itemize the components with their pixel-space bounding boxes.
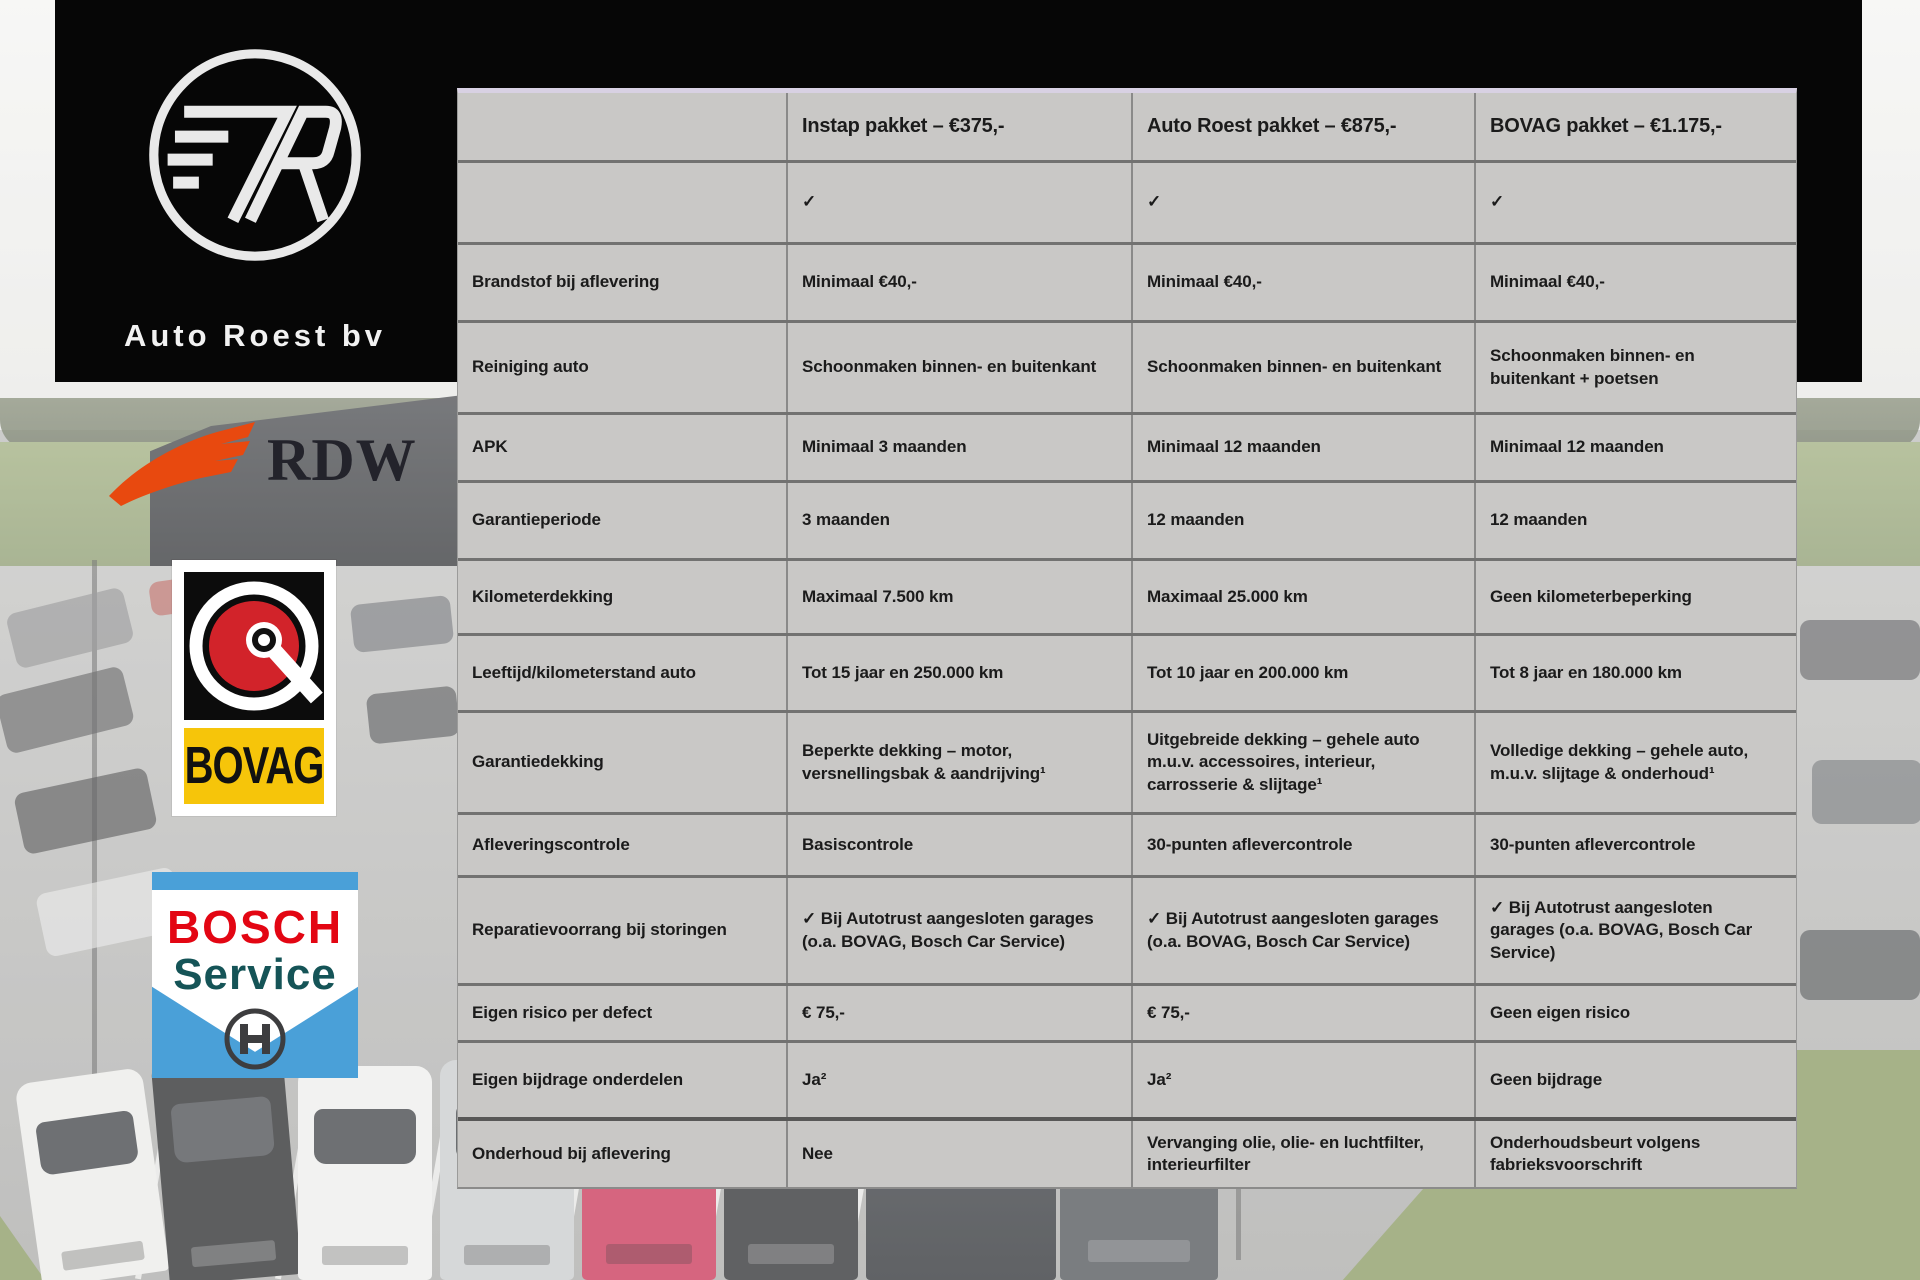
header-cell-blank <box>458 93 786 160</box>
table-row-eigen-bijdrage <box>458 1040 1796 1117</box>
value-cell: Uitgebreide dekking – gehele auto m.u.v. accessoires, interieur, carrosserie & slijtage¹ <box>1131 713 1474 812</box>
bovag-wordmark-band <box>184 728 324 804</box>
check-cell: ✓ <box>786 163 1131 242</box>
value-cell: Schoonmaken binnen- en buitenkant <box>786 323 1131 412</box>
value-cell: € 75,- <box>786 986 1131 1040</box>
header-cell-bovag: BOVAG pakket – €1.175,- <box>1474 93 1796 160</box>
value-cell: 30-punten aflevercontrole <box>1474 815 1796 875</box>
rdw-logo <box>95 408 415 518</box>
table-row-garantiedekking <box>458 710 1796 812</box>
car-grille <box>606 1244 692 1264</box>
parked-car <box>1800 620 1920 680</box>
row-label: Reparatievoorrang bij storingen <box>472 920 727 940</box>
dealer-name: Auto Roest bv <box>123 318 387 353</box>
bosch-service-wordmark: Service <box>173 950 337 999</box>
header-cell-auto-roest: Auto Roest pakket – €875,- <box>1131 93 1474 160</box>
value-cell: Minimaal €40,- <box>1474 245 1796 320</box>
row-label: Leeftijd/kilometerstand auto <box>472 662 696 682</box>
car-grille <box>464 1245 550 1265</box>
row-label: Reiniging auto <box>472 357 589 377</box>
value-cell: Minimaal €40,- <box>1131 245 1474 320</box>
bovag-emblem-icon <box>184 572 324 720</box>
value-cell: Nee <box>786 1121 1131 1187</box>
value-cell: Volledige dekking – gehele auto, m.u.v. slijtage & onderhoud¹ <box>1474 713 1796 812</box>
parked-car <box>1800 930 1920 1000</box>
value-cell: Maximaal 7.500 km <box>786 561 1131 633</box>
bovag-wordmark: BOVAG <box>184 736 324 794</box>
value-cell: Geen eigen risico <box>1474 986 1796 1040</box>
row-label: Kilometerdekking <box>472 586 614 606</box>
value-cell: Minimaal 3 maanden <box>786 415 1131 480</box>
car-grille <box>322 1246 408 1265</box>
parked-car-white <box>298 1066 432 1280</box>
value-cell: 3 maanden <box>786 483 1131 558</box>
table-row-eigen-risico <box>458 983 1796 1040</box>
value-cell: Minimaal €40,- <box>786 245 1131 320</box>
row-label: Brandstof bij aflevering <box>472 272 660 292</box>
header-cell-instap: Instap pakket – €375,- <box>786 93 1131 160</box>
table-row-leeftijd <box>458 633 1796 710</box>
value-cell: Maximaal 25.000 km <box>1131 561 1474 633</box>
value-cell: 12 maanden <box>1131 483 1474 558</box>
car-grille <box>61 1241 145 1271</box>
row-label: Onderhoud bij aflevering <box>472 1143 671 1163</box>
value-cell: ✓ Bij Autotrust aangesloten garages (o.a. BOVAG, Bosch Car Service) <box>1474 878 1796 983</box>
table-row-brandstof <box>458 242 1796 320</box>
value-cell: Tot 8 jaar en 180.000 km <box>1474 636 1796 710</box>
row-label: Afleveringscontrole <box>472 834 630 854</box>
car-grille <box>748 1244 834 1264</box>
value-cell: 12 maanden <box>1474 483 1796 558</box>
value-cell: ✓ Bij Autotrust aangesloten garages (o.a. BOVAG, Bosch Car Service) <box>1131 878 1474 983</box>
car-windshield <box>35 1110 139 1176</box>
table-row-included <box>458 160 1796 242</box>
table-header-row <box>458 93 1796 160</box>
table-row-onderhoud <box>458 1117 1796 1187</box>
value-cell: € 75,- <box>1131 986 1474 1040</box>
car-grille <box>191 1240 277 1268</box>
table-row-kilometerdekking <box>458 558 1796 633</box>
bosch-service-logo <box>152 872 358 1078</box>
table-row-reparatievoorrang <box>458 875 1796 983</box>
table-row-reiniging <box>458 320 1796 412</box>
value-cell: Schoonmaken binnen- en buitenkant <box>1131 323 1474 412</box>
row-label: Eigen risico per defect <box>472 1002 653 1022</box>
row-label: Eigen bijdrage onderdelen <box>472 1069 683 1089</box>
row-label <box>458 163 786 242</box>
van-grille <box>1088 1240 1189 1263</box>
row-label: APK <box>472 437 508 457</box>
value-cell: Beperkte dekking – motor, versnellingsbak & aandrijving¹ <box>786 713 1131 812</box>
value-cell: Onderhoudsbeurt volgens fabrieksvoorschrift <box>1474 1121 1796 1187</box>
parked-car <box>366 685 461 744</box>
value-cell: Basiscontrole <box>786 815 1131 875</box>
auto-roest-logo <box>55 0 455 382</box>
value-cell: ✓ Bij Autotrust aangesloten garages (o.a. BOVAG, Bosch Car Service) <box>786 878 1131 983</box>
car-windshield <box>170 1096 275 1163</box>
parked-car <box>1812 760 1920 824</box>
value-cell: Minimaal 12 maanden <box>1474 415 1796 480</box>
value-cell: Ja² <box>786 1043 1131 1117</box>
table-row-afleveringscontrole <box>458 812 1796 875</box>
row-label: Garantieperiode <box>472 510 601 530</box>
value-cell: Tot 15 jaar en 250.000 km <box>786 636 1131 710</box>
auto-roest-monogram-icon <box>140 30 370 280</box>
rdw-wordmark: RDW <box>267 427 417 493</box>
value-cell: Minimaal 12 maanden <box>1131 415 1474 480</box>
table-row-garantieperiode <box>458 480 1796 558</box>
check-cell: ✓ <box>1474 163 1796 242</box>
check-cell: ✓ <box>1131 163 1474 242</box>
value-cell: Vervanging olie, olie- en luchtfilter, interieurfilter <box>1131 1121 1474 1187</box>
value-cell: Geen bijdrage <box>1474 1043 1796 1117</box>
value-cell: Ja² <box>1131 1043 1474 1117</box>
value-cell: 30-punten aflevercontrole <box>1131 815 1474 875</box>
bovag-logo <box>172 560 336 816</box>
table-row-apk <box>458 412 1796 480</box>
bosch-wordmark: BOSCH <box>166 901 344 953</box>
bosch-armature-icon <box>220 1004 290 1074</box>
value-cell: Tot 10 jaar en 200.000 km <box>1131 636 1474 710</box>
value-cell: Geen kilometerbeperking <box>1474 561 1796 633</box>
row-label: Garantiedekking <box>472 752 604 772</box>
value-cell: Schoonmaken binnen- en buitenkant + poetsen <box>1474 323 1796 412</box>
car-windshield <box>314 1109 416 1165</box>
rdw-swoosh-icon <box>103 416 268 511</box>
parked-car-black <box>150 1050 301 1280</box>
package-comparison-table <box>457 88 1797 1189</box>
